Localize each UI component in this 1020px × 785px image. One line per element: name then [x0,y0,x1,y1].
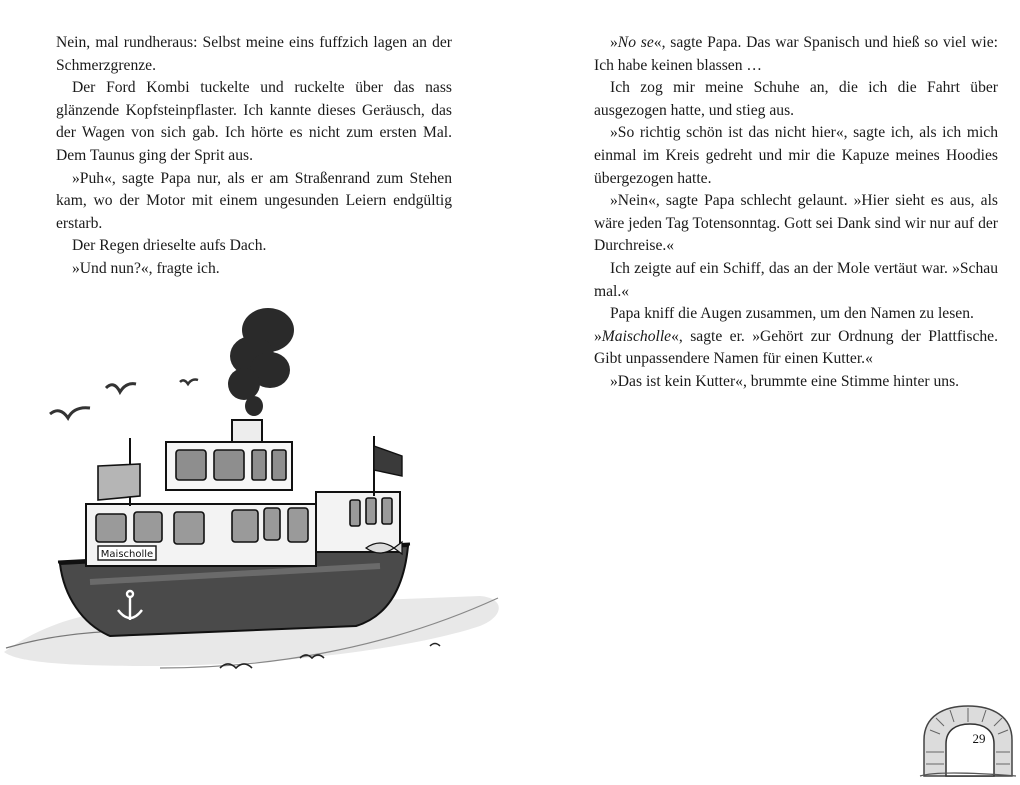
funnel [232,420,262,442]
paragraph: Nein, mal rundheraus: Selbst meine eins fuffzich lagen an der Schmerzgrenze. [56,34,452,74]
boat-illustration [0,296,510,680]
page-number-badge [916,700,1020,780]
paragraph: Ich zeigte auf ein Schiff, das an der Mole vertäut war. »Schau mal.« [594,259,998,300]
left-text-column [56,32,452,281]
paragraph: Papa kniff die Augen zusammen, um den Namen zu lesen. [610,305,974,323]
paragraph-text: «, sagte er. »Gehört zur Ordnung der Plattfische. Gibt unpassendere Namen für einen Kutter.« [594,327,998,368]
paragraph: »Nein«, sagte Papa schlecht gelaunt. »Hier sieht es aus, als wäre jeden Tag Totensonntag. Gott sei Dank sind wir nur auf der Durchreise.« [594,192,998,255]
paragraph [594,326,998,371]
paragraph: »Puh«, sagte Papa nur, als er am Straßenrand zum Stehen kam, wo der Motor mit einem ungesunden Leiern endgültig erstarb. [56,169,452,232]
paragraph: »So richtig schön ist das nicht hier«, sagte ich, als ich mich einmal im Kreis gedreht und mir die Kapuze meines Hoodies übergezogen hatte. [594,124,998,187]
wave-mark [430,644,440,647]
paragraph: Der Regen drieselte aufs Dach. [72,237,267,255]
boat-name: Maischolle [100,549,154,560]
right-text-column [594,32,998,394]
left-page [0,0,510,780]
seagull [50,408,90,418]
rear-flag [374,446,402,476]
smoke-cloud [228,308,294,416]
front-flag [98,464,140,500]
paragraph: »Das ist kein Kutter«, brummte eine Stimme hinter uns. [610,372,960,390]
quote-mark: » [610,34,618,51]
paragraph-text: «, sagte Papa. Das war Spanisch und hieß so viel wie: Ich habe keinen blassen … [594,34,998,74]
seagull [180,380,198,385]
paragraph: »Und nun?«, fragte ich. [72,259,220,277]
page-number: 29 [972,731,986,746]
paragraph: Der Ford Kombi tuckelte und ruckelte über das nass glänzende Kopfsteinpflaster. Ich kannte dieses Geräusch, das der Wagen von sich gab. Ich hörte es nicht zum ersten Mal. Dem Taunus ging der Sprit aus. [56,79,452,164]
quote-mark: » [594,327,602,345]
seagull [106,384,136,392]
italic-text: Maischolle [601,327,672,345]
paragraph [594,32,998,77]
paragraph: Ich zog mir meine Schuhe an, die ich die Fahrt über ausgezogen hatte, und stieg aus. [594,79,998,119]
italic-text: No se [617,34,654,51]
right-page [510,0,1020,780]
